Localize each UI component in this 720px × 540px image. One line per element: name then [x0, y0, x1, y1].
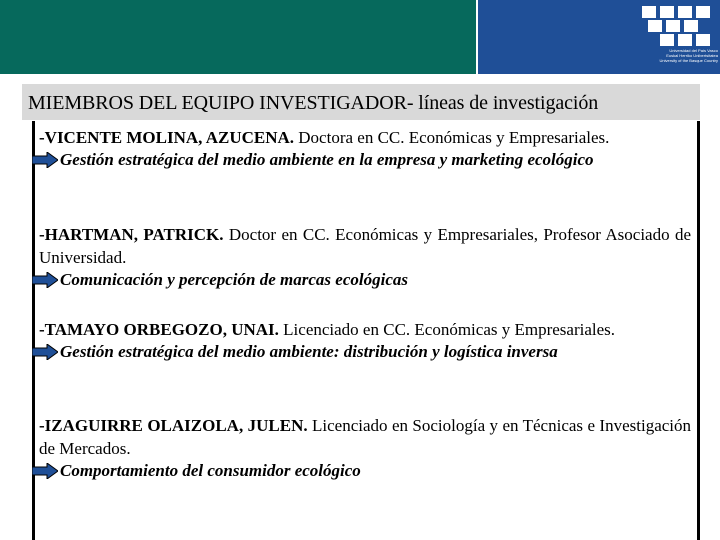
member-name: -IZAGUIRRE OLAIZOLA, JULEN.	[39, 416, 308, 435]
title-bar	[22, 84, 700, 120]
members-panel	[32, 121, 700, 540]
research-line	[39, 342, 691, 362]
research-line	[39, 270, 691, 290]
logo-caption-line: University of the Basque Country	[659, 58, 718, 63]
member-text	[39, 126, 691, 149]
member-text	[39, 414, 691, 460]
research-line-text: Comunicación y percepción de marcas ecológicas	[60, 270, 408, 289]
member-description: Licenciado en CC. Económicas y Empresariales.	[278, 320, 616, 339]
member-text	[39, 223, 691, 269]
member-entry	[39, 126, 691, 170]
member-entry	[39, 223, 691, 290]
member-description: Licenciado en Sociología y en Técnicas e Investigación de Mercados.	[39, 416, 692, 458]
slide-title: MIEMBROS DEL EQUIPO INVESTIGADOR- líneas de investigación	[28, 92, 599, 114]
research-line	[39, 461, 691, 481]
blue-arrow-icon	[32, 152, 58, 168]
research-line-text: Gestión estratégica del medio ambiente en la empresa y marketing ecológico	[60, 150, 594, 169]
university-logo-icon	[640, 4, 716, 48]
blue-arrow-icon	[32, 272, 58, 288]
member-text	[39, 318, 691, 341]
member-name: -TAMAYO ORBEGOZO, UNAI.	[39, 320, 279, 339]
member-name: -VICENTE MOLINA, AZUCENA.	[39, 128, 295, 147]
member-entry	[39, 414, 691, 481]
logo-caption	[626, 48, 718, 63]
research-line-text: Gestión estratégica del medio ambiente: distribución y logística inversa	[60, 342, 558, 361]
header-green-band	[0, 0, 476, 74]
logo-caption-line: Universidad del País Vasco	[669, 48, 718, 53]
member-description: Doctor en CC. Económicas y Empresariales, Profesor Asociado de Universidad.	[39, 225, 691, 267]
research-line-text: Comportamiento del consumidor ecológico	[60, 461, 361, 480]
member-description: Doctora en CC. Económicas y Empresariales.	[294, 128, 610, 147]
research-line	[39, 150, 691, 170]
blue-arrow-icon	[32, 344, 58, 360]
member-name: -HARTMAN, PATRICK.	[39, 225, 224, 244]
blue-arrow-icon	[32, 463, 58, 479]
logo-caption-line: Euskal Herriko Unibertsitatea	[666, 53, 718, 58]
member-entry	[39, 318, 691, 362]
